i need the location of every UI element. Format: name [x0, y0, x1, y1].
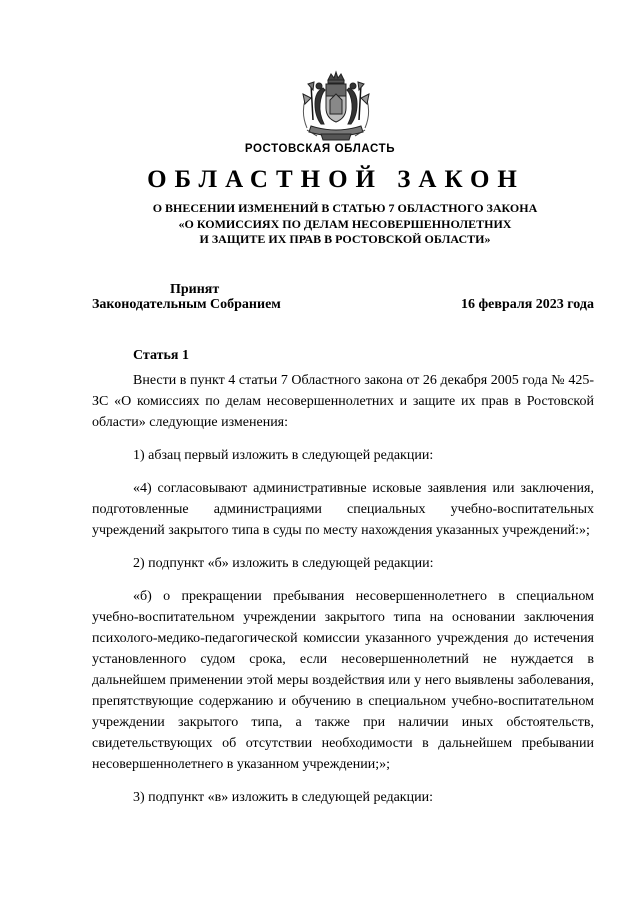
adopted-label: Принят: [170, 282, 220, 297]
subtitle-line: О ВНЕСЕНИИ ИЗМЕНЕНИЙ В СТАТЬЮ 7 ОБЛАСТНОГО ЗАКОНА: [152, 201, 538, 215]
paragraph: 2) подпункт «б» изложить в следующей редакции:: [133, 556, 434, 571]
paragraph: 1) абзац первый изложить в следующей редакции:: [133, 448, 434, 463]
law-subtitle: [0, 201, 640, 248]
article-body: [92, 370, 594, 808]
article-heading: Статья 1: [133, 348, 189, 363]
region-name: РОСТОВСКАЯ ОБЛАСТЬ: [244, 143, 396, 155]
paragraph: «б) о прекращении пребывания несовершеннолетнего в специальном учебно-воспитательном учреждении закрытого типа на основании заключения психолого-медико-педагогической комиссии указанного учреждения до истечения установленного судом срока, если несовершеннолетний не нуждается в дальнейшем применении этой меры воздействия или у него выявлены заболевания, препятствующие содержанию и обучению в специальном учебно-воспитательном учреждении закрытого типа, а также при наличии иных обстоятельств, свидетельствующих об отсутствии необходимости в дальнейшем пребывании несовершеннолетнего в указанном учреждении;»;: [92, 589, 594, 772]
adoption-date: 16 февраля 2023 года: [461, 297, 594, 312]
paragraph: 3) подпункт «в» изложить в следующей редакции:: [133, 790, 433, 805]
paragraph: «4) согласовывают административные исковые заявления или заключения, подготовленные администрациями специальных учебно-воспитательных учреждений закрытого типа в суды по месту нахождения указанных учреждений:»;: [92, 481, 594, 538]
adopted-by: Законодательным Собранием: [92, 297, 281, 312]
subtitle-line: И ЗАЩИТЕ ИХ ПРАВ В РОСТОВСКОЙ ОБЛАСТИ»: [199, 232, 491, 246]
coat-of-arms-icon: [297, 70, 375, 144]
document-title: ОБЛАСТНОЙ ЗАКОН: [147, 166, 525, 193]
paragraph: Внести в пункт 4 статьи 7 Областного закона от 26 декабря 2005 года № 425-ЗС «О комиссиях по делам несовершеннолетних и защите их прав в Ростовской области» следующие изменения:: [92, 373, 594, 430]
subtitle-line: «О КОМИССИЯХ ПО ДЕЛАМ НЕСОВЕРШЕННОЛЕТНИХ: [178, 216, 512, 231]
